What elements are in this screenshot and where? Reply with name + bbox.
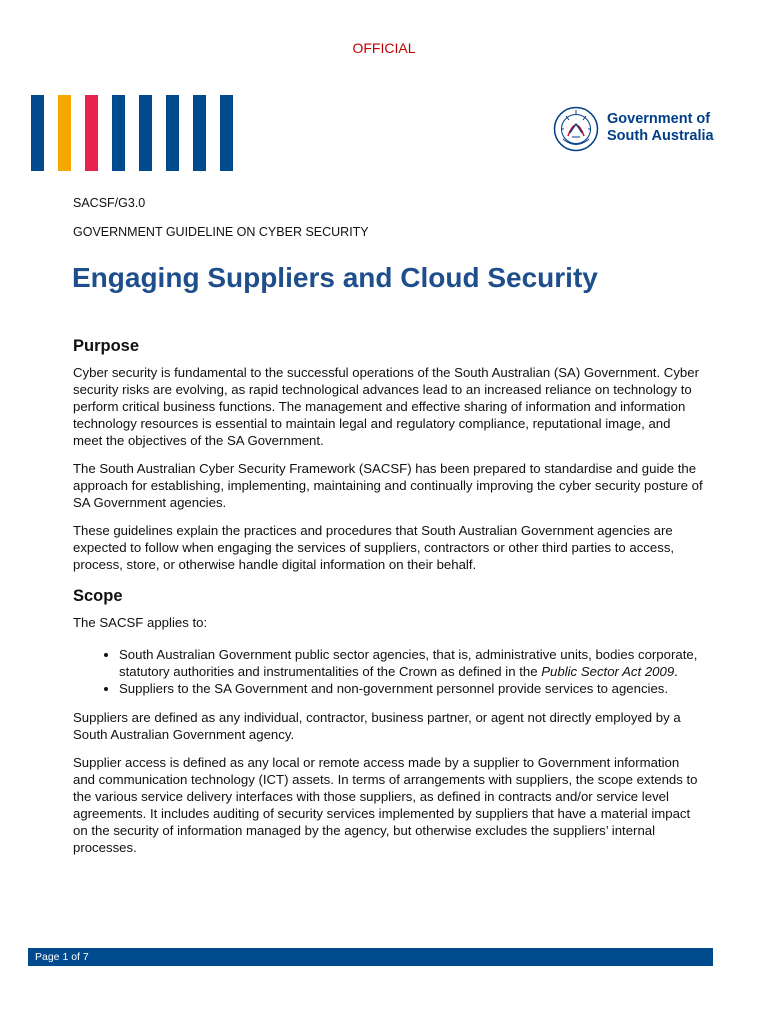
document-body [73, 336, 703, 867]
act-name: Public Sector Act 2009 [541, 664, 675, 679]
brand-bar [220, 95, 233, 171]
page-footer [28, 948, 713, 966]
brand-bar [85, 95, 98, 171]
logo-line-1: Government of [607, 111, 711, 127]
scope-paragraph: Supplier access is defined as any local or remote access made by a supplier to Government information and communication technology (ICT) assets. In terms of arrangements with suppliers, the scope extends to the various service delivery interfaces with those suppliers, as defined in contracts and/or service level agreements. It includes auditing of security services implemented by suppliers that have a material impact on the security of information managed by the agency, but otherwise excludes the suppliers’ internal processes. [73, 755, 698, 855]
purpose-paragraph: These guidelines explain the practices and procedures that South Australian Government agencies are expected to follow when engaging the services of suppliers, contractors or other third parties to access, process, store, or otherwise handle digital information on their behalf. [73, 523, 675, 572]
sa-state-badge-icon [553, 106, 599, 152]
brand-bar [166, 95, 179, 171]
brand-bar [139, 95, 152, 171]
scope-heading: Scope [73, 587, 123, 605]
purpose-heading: Purpose [73, 337, 140, 355]
document-subtitle: GOVERNMENT GUIDELINE ON CYBER SECURITY [73, 225, 369, 239]
purpose-paragraph: Cyber security is fundamental to the successful operations of the South Australian (SA) Government. Cyber security risks are evolving, as rapid technological advances lead to an increased reliance on technology to perform critical business functions. The management and effective sharing of information and information technology resources is essential to maintain legal and regulatory compliance, reputational image, and meet the objectives of the SA Government. [73, 365, 699, 448]
scope-paragraph: Suppliers are defined as any individual, contractor, business partner, or agent not directly employed by a South Australian Government agency. [73, 710, 681, 742]
brand-bar [112, 95, 125, 171]
logo-line-2: South Australia [607, 128, 714, 144]
document-title: Engaging Suppliers and Cloud Security [72, 262, 598, 293]
brand-bar [31, 95, 44, 171]
government-brand-bars [31, 95, 235, 171]
list-item-text: South Australian Government public sector agencies, that is, administrative units, bodies corporate, statutory authorities and instrumentalities of the Crown as defined in the [119, 647, 698, 679]
government-logo-text [607, 111, 714, 145]
list-item: • Suppliers to the SA Government and non-government personnel provide services to agencies. [119, 680, 703, 697]
purpose-paragraph: The South Australian Cyber Security Framework (SACSF) has been prepared to standardise and guide the approach for establishing, implementing, maintaining and continually improving the cyber security posture of SA Government agencies. [73, 461, 703, 510]
scope-list [73, 646, 703, 697]
list-item [119, 646, 703, 680]
government-of-south-australia-logo [553, 104, 728, 154]
brand-bar [193, 95, 206, 171]
document-reference: SACSF/G3.0 [73, 196, 146, 210]
page-number: Page 1 of 7 [35, 951, 89, 963]
brand-bar [58, 95, 71, 171]
scope-intro: The SACSF applies to: [73, 615, 208, 630]
classification-label: OFFICIAL [352, 40, 416, 56]
list-item-end: . [674, 664, 678, 679]
